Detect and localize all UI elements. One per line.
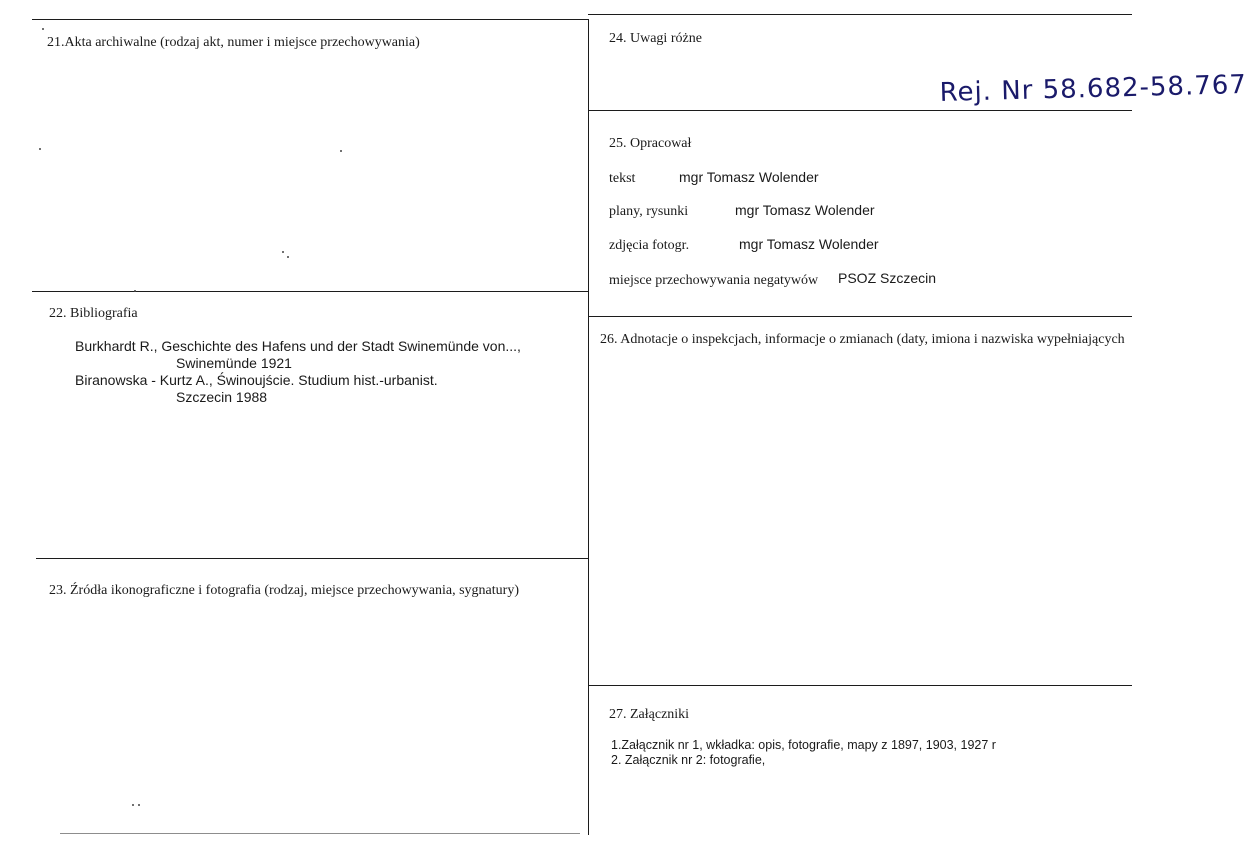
bibliography-entry-2-line-2: Szczecin 1988 bbox=[176, 389, 268, 405]
scan-speck bbox=[132, 804, 134, 806]
author-text-value: mgr Tomasz Wolender bbox=[679, 169, 819, 185]
bibliography-entry-1-line-2: Swinemünde 1921 bbox=[176, 355, 292, 371]
section-21-title: 21.Akta archiwalne (rodzaj akt, numer i miejsce przechowywania) bbox=[47, 35, 420, 50]
scan-speck bbox=[134, 290, 136, 292]
author-plans-value: mgr Tomasz Wolender bbox=[735, 202, 875, 218]
divider-25-26 bbox=[588, 316, 1132, 317]
scan-speck bbox=[340, 150, 342, 152]
scan-speck bbox=[138, 804, 140, 806]
divider-26-27 bbox=[588, 685, 1132, 686]
section-23-title: 23. Źródła ikonograficzne i fotografia (rodzaj, miejsce przechowywania, sygnatury) bbox=[49, 583, 519, 598]
negatives-storage-value: PSOZ Szczecin bbox=[838, 270, 937, 286]
bottom-border bbox=[60, 833, 580, 834]
bibliography-entry-1-line-1: Burkhardt R., Geschichte des Hafens und der Stadt Swinemünde von..., bbox=[75, 338, 521, 354]
divider-21-22 bbox=[32, 291, 588, 292]
section-22-title: 22. Bibliografia bbox=[49, 306, 138, 321]
section-25-title: 25. Opracował bbox=[609, 136, 692, 151]
section-26-title: 26. Adnotacje o inspekcjach, informacje o zmianach (daty, imiona i nazwiska wypełniających bbox=[600, 332, 1125, 347]
registry-number-handwritten: Rej. Nr 58.682-58.767 bbox=[939, 69, 1247, 108]
center-divider bbox=[588, 19, 589, 835]
attachment-item-2: 2. Załącznik nr 2: fotografie, bbox=[611, 753, 766, 767]
bibliography-entry-2-line-1: Biranowska - Kurtz A., Świnoujście. Studium hist.-urbanist. bbox=[75, 372, 438, 388]
top-border-right bbox=[588, 14, 1132, 15]
scan-speck bbox=[282, 251, 284, 253]
section-27-title: 27. Załączniki bbox=[609, 707, 690, 722]
negatives-storage-label: miejsce przechowywania negatywów bbox=[609, 273, 819, 288]
scan-speck bbox=[287, 256, 289, 258]
divider-22-23 bbox=[36, 558, 588, 559]
scan-speck bbox=[39, 148, 41, 150]
author-photos-value: mgr Tomasz Wolender bbox=[739, 236, 879, 252]
attachment-item-1: 1.Załącznik nr 1, wkładka: opis, fotografie, mapy z 1897, 1903, 1927 r bbox=[611, 738, 996, 752]
scan-speck bbox=[42, 28, 44, 30]
top-border-left bbox=[32, 19, 588, 20]
divider-24-25 bbox=[588, 110, 1132, 111]
author-text-label: tekst bbox=[609, 171, 636, 186]
author-plans-label: plany, rysunki bbox=[609, 204, 689, 219]
section-24-title: 24. Uwagi różne bbox=[609, 31, 702, 46]
author-photos-label: zdjęcia fotogr. bbox=[609, 238, 690, 253]
